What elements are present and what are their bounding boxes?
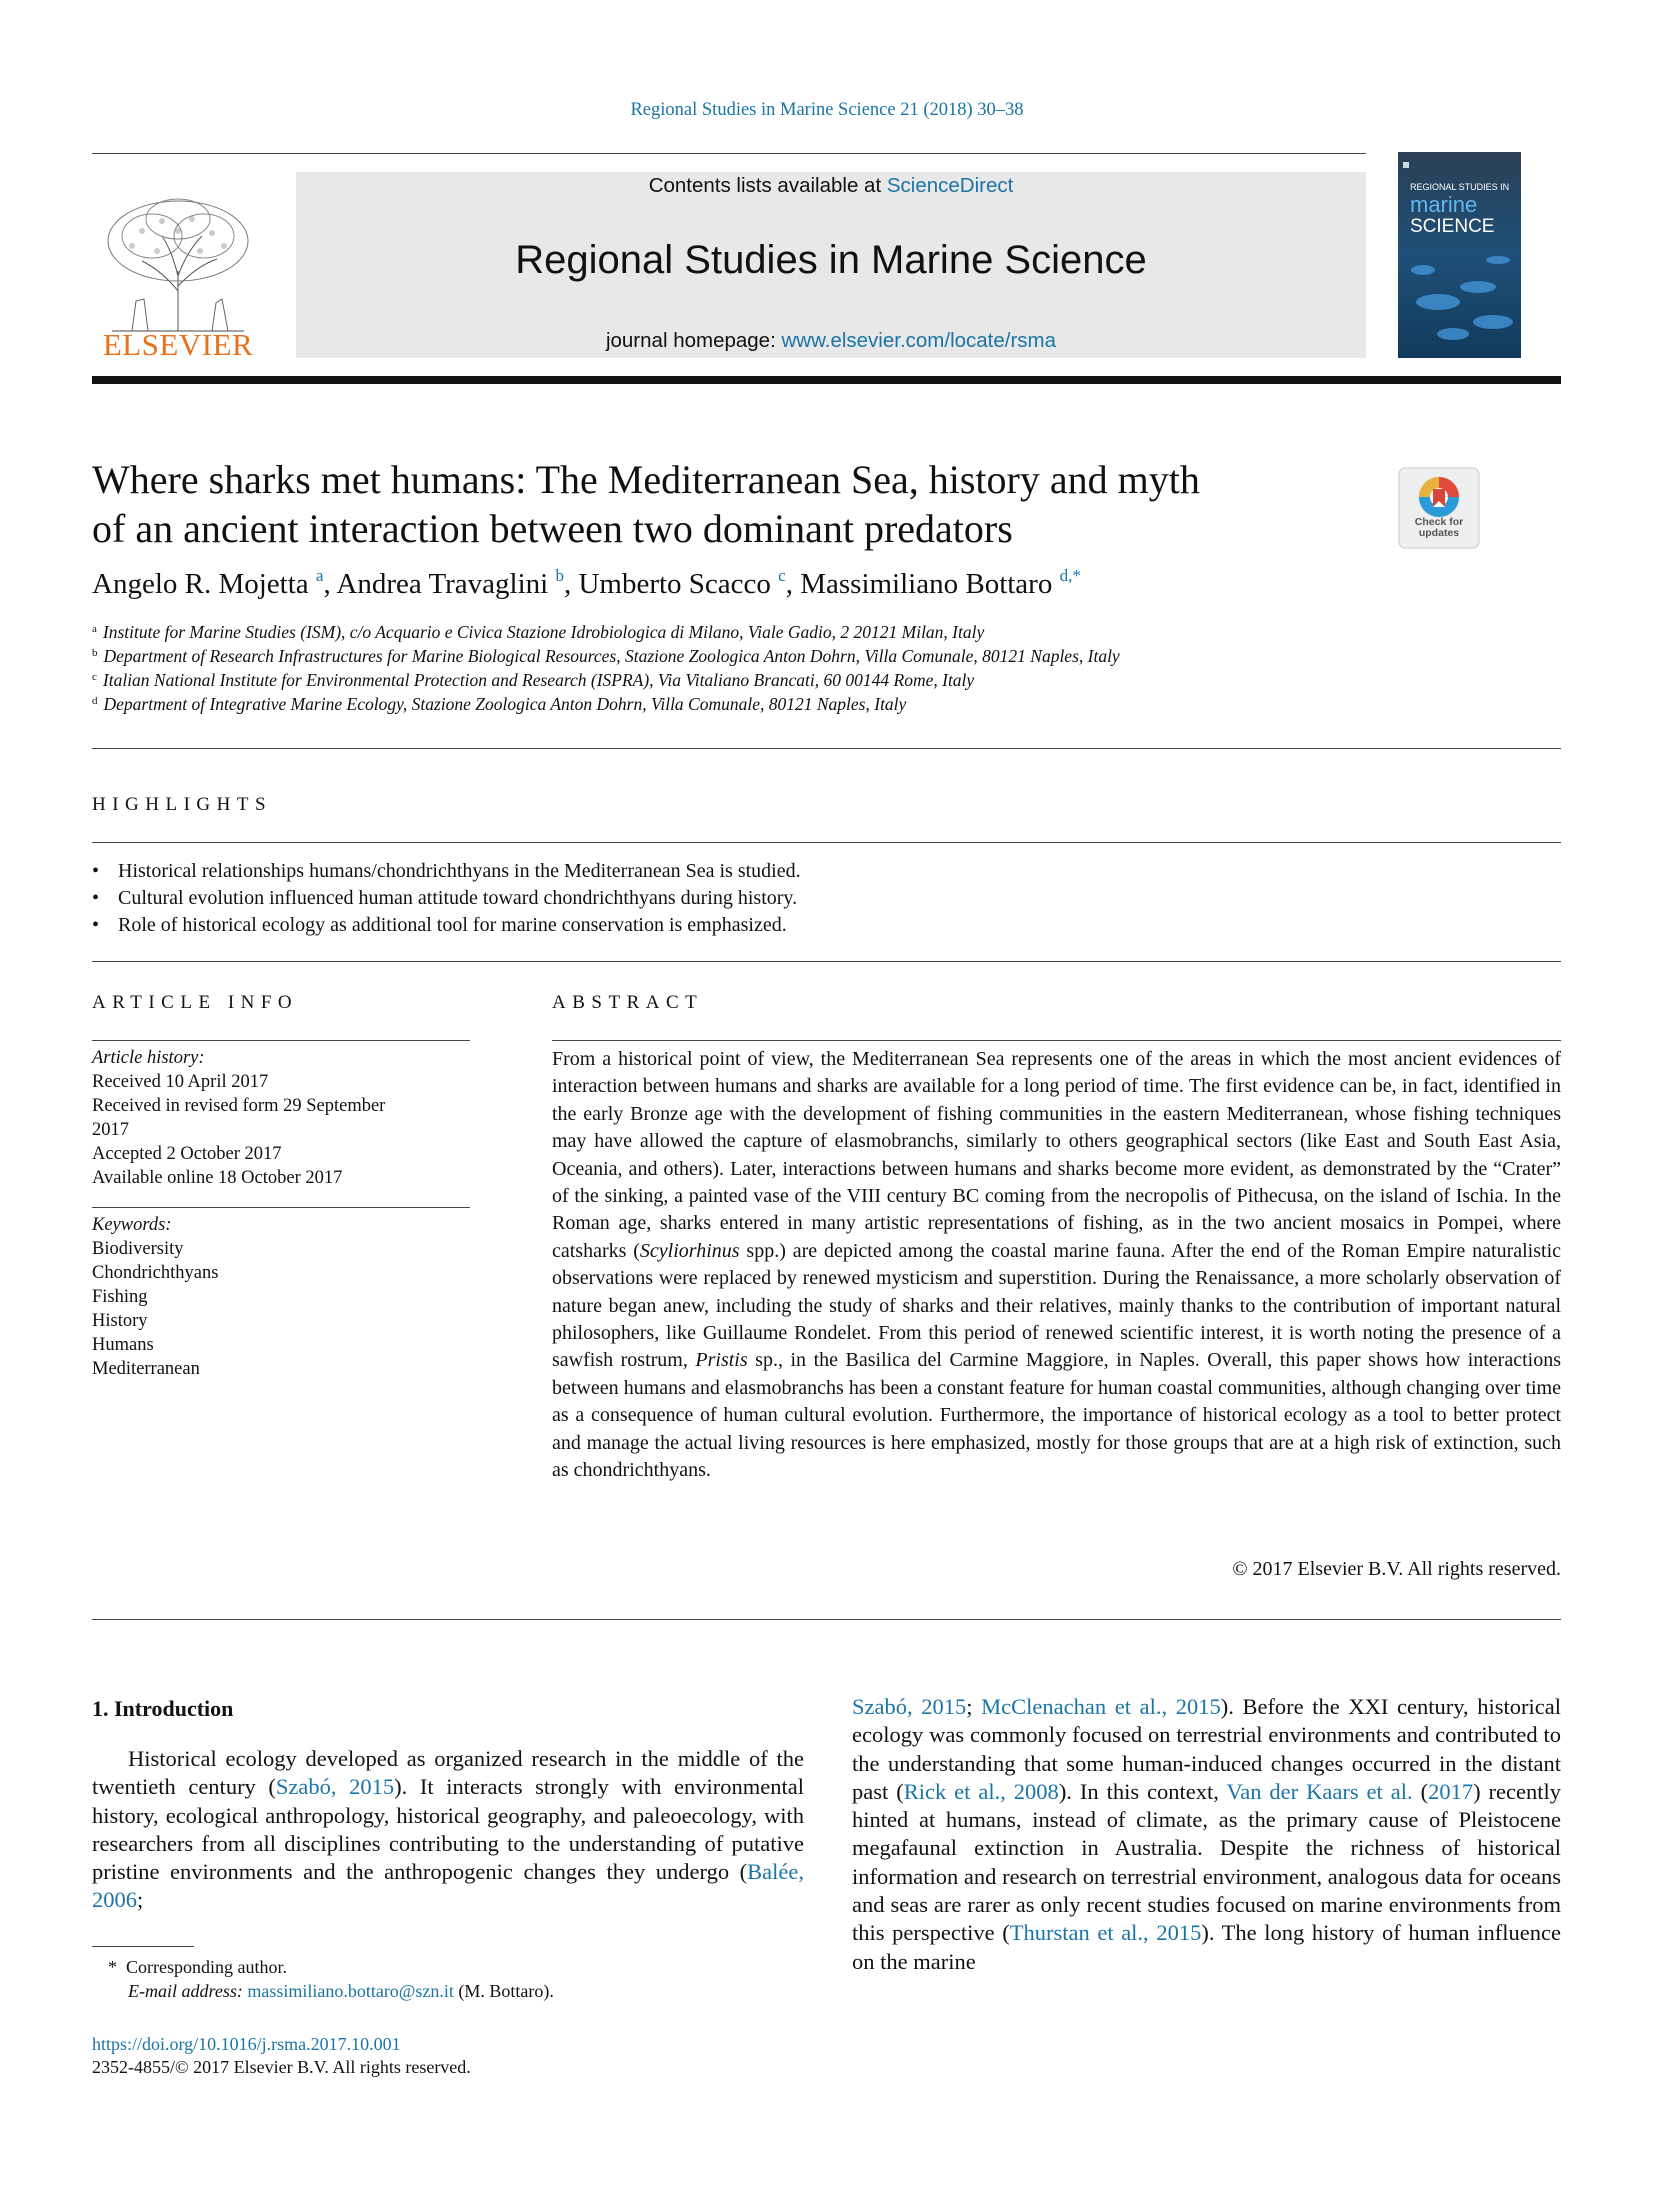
keywords-label: Keywords: [92,1215,172,1235]
author-separator: , [785,568,801,600]
keyword: Biodiversity [92,1239,184,1259]
affiliation-text: Italian National Institute for Environmental Protection and Research (ISPRA), Via Vitaliano Brancati, 60 00144 Rome, Italy [102,670,975,690]
affiliation-text: Institute for Marine Studies (ISM), c/o Acquario e Civica Stazione Idrobiologica di Milano, Viale Gadio, 2 20121 Milan, Italy [102,622,985,642]
abstract-copyright: © 2017 Elsevier B.V. All rights reserved. [1232,1558,1561,1580]
abstract-bottom-rule [92,1619,1561,1620]
journal-cover-image [1398,152,1521,358]
contents-line [296,174,1366,198]
citation-link[interactable]: Rick et al., 2008 [903,1778,1059,1804]
author-list [92,568,1492,601]
abstract-rule [552,1040,1561,1041]
journal-title: Regional Studies in Marine Science [515,238,1147,282]
highlights-heading: HIGHLIGHTS [92,794,273,815]
author-affiliation-mark[interactable]: d,* [1059,566,1081,585]
author-affiliation-mark[interactable]: a [315,566,324,585]
abstract-text: spp.) are depicted among the coastal marine fauna. After the end of the Roman Empire naturalistic observations were replaced by renewed mysticism and superstition. During the Renaissance, a more scholarly observation of nature began anew, including the study of sharks and their relatives, mainly thanks to the contribution of important natural philosophers, like Guillaume Rondelet. From this period of renewed scientific interest, it is worth noting the presence of a sawfish rostrum, [552,1239,1561,1372]
history-received: Received 10 April 2017 [92,1072,269,1092]
history-accepted: Accepted 2 October 2017 [92,1144,282,1164]
section-heading-introduction: 1. Introduction [92,1696,234,1721]
footnote-star: * [108,1957,117,1977]
keyword: Mediterranean [92,1359,200,1379]
footnote-email [128,1981,554,2002]
body-text: ( [1412,1778,1429,1804]
highlight-item: • Role of historical ecology as additional tool for marine conservation is emphasized. [92,914,787,936]
citation-link[interactable]: Balée, 2006 [92,1859,804,1913]
contents-prefix: Contents lists available at [648,174,887,197]
citation-link[interactable]: Szabó, 2015 [275,1774,395,1800]
affiliations-rule [92,748,1561,749]
footnote-rule [92,1946,194,1947]
author-name[interactable]: Angelo R. Mojetta [92,568,309,600]
affiliation-mark: d [92,695,98,707]
footnote-text: Corresponding author. [126,1957,287,1977]
email-suffix: (M. Bottaro). [453,1981,554,2001]
email-label: E-mail address: [128,1981,248,2001]
body-text: ). The long history of human influence on the marine [852,1920,1561,1974]
affiliation-mark: a [92,623,97,635]
issn-copyright: 2352-4855/© 2017 Elsevier B.V. All rights reserved. [92,2057,471,2077]
citation-link[interactable]: Van der Kaars et al. [1226,1778,1413,1804]
sciencedirect-link[interactable]: ScienceDirect [886,174,1014,197]
abstract-heading: ABSTRACT [552,992,704,1013]
affiliation-b [92,646,1492,667]
body-text: ). It interacts strongly with environmental history, ecological anthropology, historical geography, and paleoecology, with researchers from all disciplines contributing to the understanding of putative pristine environments and the anthropogenic changes they undergo ( [92,1774,804,1885]
abstract-body [552,1046,1561,1485]
highlight-item: • Historical relationships humans/chondrichthyans in the Mediterranean Sea is studied. [92,860,801,882]
history-revised-year: 2017 [92,1120,129,1140]
history-label: Article history: [92,1048,205,1068]
cover-line-3: SCIENCE [1410,216,1495,237]
author-name[interactable]: Andrea Travaglini [336,568,549,600]
intro-column-1 [92,1745,804,1915]
doi-link[interactable]: https://doi.org/10.1016/j.rsma.2017.10.001 [92,2034,401,2054]
author-affiliation-mark[interactable]: c [778,566,786,585]
keyword: Fishing [92,1287,148,1307]
abstract-text: From a historical point of view, the Mediterranean Sea represents one of the areas in which the most ancient evidences of interaction between humans and sharks are available for a long period of time. The first evidence can be, in fact, identified in the early Bronze age with the development of fishing communities in the eastern Mediterranean, whose fishing techniques may have allowed the capture of elasmobranchs, similarly to others geographical sectors (like East and South East Asia, Oceania, and others). Later, interactions between humans and sharks become more evident, as demonstrated by the “Crater” of the sinking, a painted vase of the VIII century BC coming from the necropolis of Pithecusa, on the island of Ischia. In the Roman age, sharks entered in many artistic representations of fishing, as in the two ancient mosaics in Pompei, where catsharks ( [552,1048,1561,1262]
body-text: ; [966,1694,982,1719]
species-name: Pristis [695,1349,748,1372]
keyword: History [92,1311,148,1331]
affiliation-d [92,694,1492,715]
highlights-bottom-rule [92,961,1561,962]
cover-line-1: REGIONAL STUDIES IN [1410,182,1510,192]
keywords-rule [92,1207,470,1208]
highlight-text: Cultural evolution influenced human attitude toward chondrichthyans during history. [118,887,798,909]
author-name[interactable]: Massimiliano Bottaro [800,568,1053,600]
title-line-1: Where sharks met humans: The Mediterranean Sea, history and myth [92,457,1200,502]
author-affiliation-mark[interactable]: b [555,566,564,585]
crossmark-line-1: Check for [1414,516,1464,528]
intro-column-2 [852,1693,1561,1976]
affiliation-a [92,622,1492,643]
citation-link[interactable]: 2017 [1428,1778,1474,1804]
homepage-line [296,329,1366,353]
affiliation-text: Department of Integrative Marine Ecology, Stazione Zoologica Anton Dohrn, Villa Comunale, 80121 Naples, Italy [103,694,907,714]
keyword: Chondrichthyans [92,1263,219,1283]
journal-homepage-link[interactable]: www.elsevier.com/locate/rsma [781,329,1057,352]
author-separator: , [563,568,579,600]
abstract-text: sp., in the Basilica del Carmine Maggiore, in Naples. Overall, this paper shows how interactions between humans and elasmobranchs has been a constant feature for human coastal communities, although changing over time as a consequence of human cultural evolution. Furthermore, the importance of historical ecology as a tool to better protect and manage the actual living resources is here emphasized, mostly for those groups that are at a high risk of extinction, such as chondrichthyans. [552,1349,1561,1482]
affiliation-text: Department of Research Infrastructures for Marine Biological Resources, Stazione Zoologica Anton Dohrn, Villa Comunale, 80121 Naples, Italy [103,646,1120,666]
footnote-corresponding [108,1957,287,1978]
body-text: ; [137,1887,144,1913]
author-name[interactable]: Umberto Scacco [578,568,771,600]
highlight-item: • Cultural evolution influenced human attitude toward chondrichthyans during history. [92,887,798,909]
author-separator: , [323,568,337,600]
affiliation-mark: c [92,671,97,683]
citation-link[interactable]: Szabó, 2015 [852,1694,967,1719]
masthead-thick-rule [92,376,1561,384]
cover-line-2: marine [1410,192,1478,217]
title-line-2: of an ancient interaction between two dominant predators [92,506,1013,551]
highlights-rule [92,842,1561,843]
species-name: Scyliorhinus [639,1239,740,1262]
body-text: ). In this context, [1058,1778,1227,1804]
keyword: Humans [92,1335,154,1355]
body-text: ) recently hinted at humans, instead of climate, as the primary cause of Pleistocene megafaunal extinction in Australia. Despite the richness of historical information and research on terrestrial environment, analogous data for oceans and seas are rarer as only recent studies focused on marine environments from this perspective ( [852,1778,1561,1946]
article-info-rule [92,1040,470,1041]
citation-link[interactable]: Thurstan et al., 2015 [1009,1920,1202,1946]
body-text: ). Before the XXI century, historical ecology was commonly focused on terrestrial environments and contributed to the understanding that some human-induced changes occurred in the distant past ( [852,1694,1561,1804]
crossmark-line-2: updates [1418,527,1460,539]
affiliation-mark: b [92,647,98,659]
check-for-updates-badge[interactable] [1398,467,1480,549]
highlight-text: Role of historical ecology as additional tool for marine conservation is emphasized. [118,914,787,936]
homepage-prefix: journal homepage: [605,329,782,352]
body-text: Historical ecology developed as organized research in the middle of the twentieth century ( [92,1746,804,1800]
highlight-text: Historical relationships humans/chondrichthyans in the Mediterranean Sea is studied. [118,860,801,882]
article-title [92,455,1392,553]
citation-link[interactable]: McClenachan et al., 2015 [981,1694,1221,1719]
history-revised: Received in revised form 29 September [92,1096,386,1116]
email-link[interactable]: massimiliano.bottaro@szn.it [247,1981,454,2001]
history-online: Available online 18 October 2017 [92,1168,343,1188]
elsevier-wordmark: ELSEVIER [102,327,254,362]
affiliation-c [92,670,1492,691]
article-info-heading: ARTICLE INFO [92,992,299,1013]
running-header: Regional Studies in Marine Science 21 (2018) 30–38 [630,100,1024,120]
header-rule [92,153,1366,154]
